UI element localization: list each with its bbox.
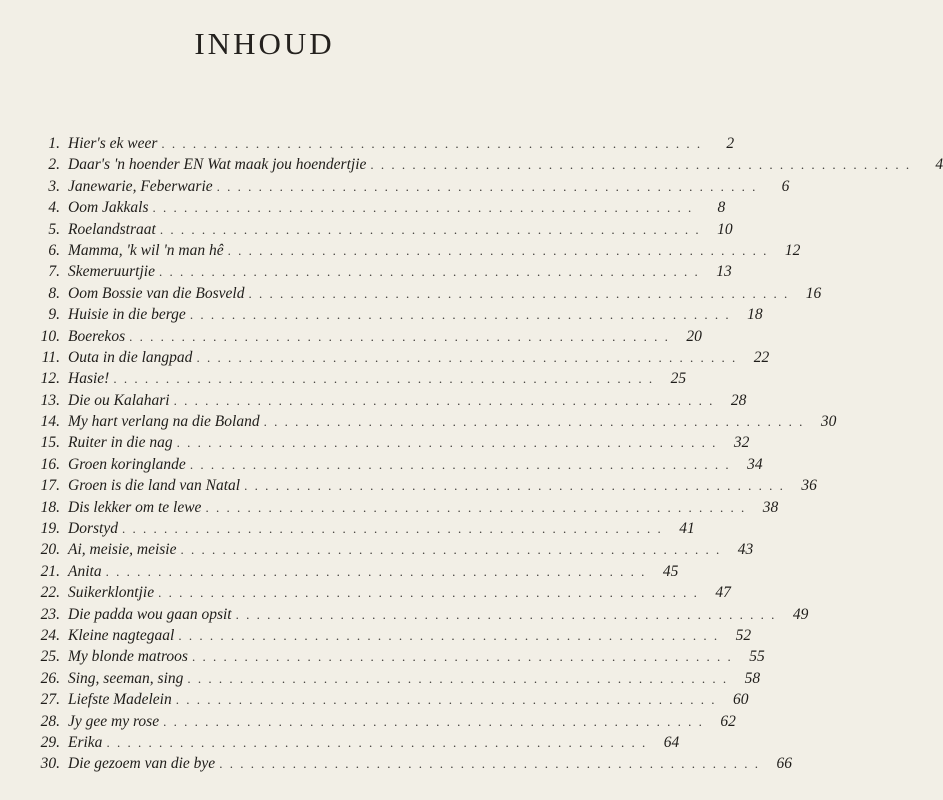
dot-leader (205, 500, 744, 516)
toc-entry (20, 156, 943, 177)
entry-title: Janewarie, Feberwarie (68, 177, 213, 195)
entry-page-number: 32 (733, 434, 750, 452)
toc-entry (20, 348, 770, 370)
entry-number: 25. (40, 648, 60, 666)
toc-entry (20, 306, 763, 327)
dot-leader (244, 478, 783, 494)
entry-title: Hasie! (68, 370, 110, 388)
entry-title: Oom Jakkals (68, 199, 149, 217)
toc-entry (20, 391, 747, 413)
entry-title: Die ou Kalahari (68, 391, 170, 409)
dot-leader (236, 607, 775, 623)
dot-leader (163, 714, 702, 730)
entry-title: Erika (68, 733, 103, 751)
entry-number: 30. (40, 755, 60, 773)
toc-entry (20, 434, 750, 455)
entry-page-number: 60 (733, 691, 749, 709)
entry-number: 2. (48, 156, 60, 174)
entry-title: My hart verlang na die Boland (68, 413, 260, 431)
entry-page-number: 47 (715, 584, 731, 602)
entry-number: 10. (40, 327, 60, 345)
dot-leader (190, 307, 729, 323)
toc-entry (20, 520, 695, 541)
toc-entry (20, 455, 763, 477)
toc-entry (20, 755, 792, 776)
entry-title: Mamma, 'k wil 'n man hê (68, 241, 224, 259)
entry-title: Liefste Madelein (68, 691, 172, 709)
entry-page-number: 64 (663, 733, 680, 751)
entry-title: Sing, seeman, sing (68, 669, 184, 687)
dot-leader (187, 671, 726, 687)
entry-title: Ruiter in die nag (68, 434, 173, 452)
toc-entry (20, 199, 726, 220)
dot-leader (177, 435, 716, 451)
toc-entry (20, 241, 801, 263)
entry-title: Ai, meisie, meisie (68, 541, 177, 559)
toc-entry (20, 220, 733, 242)
entry-number: 4. (48, 199, 60, 217)
entry-title: Boerekos (68, 327, 126, 345)
entry-title: Suikerklontjie (68, 584, 155, 602)
entry-title: Daar's 'n hoender EN Wat maak jou hoendertjie (68, 156, 367, 174)
entry-title: Groen is die land van Natal (68, 477, 241, 495)
toc-entry (20, 691, 749, 712)
toc-entry (20, 263, 732, 284)
entry-page-number: 58 (744, 669, 761, 687)
toc-entry (20, 135, 735, 156)
entry-page-number: 38 (762, 498, 779, 516)
toc-entry (20, 605, 809, 627)
toc-entry (20, 733, 680, 755)
table-of-contents (20, 135, 943, 777)
dot-leader (192, 649, 731, 665)
entry-number: 5. (48, 220, 60, 238)
entry-page-number: 55 (749, 648, 765, 666)
toc-entry (20, 584, 731, 605)
dot-leader (370, 157, 909, 173)
entry-page-number: 66 (776, 755, 792, 773)
dot-leader (113, 371, 652, 387)
dot-leader (158, 585, 697, 601)
toc-entry (20, 669, 761, 691)
entry-number: 3. (48, 177, 60, 195)
entry-page-number: 34 (747, 455, 763, 473)
entry-page-number: 25 (670, 370, 687, 388)
toc-entry (20, 284, 822, 306)
dot-leader (160, 222, 699, 238)
entry-title: Groen koringlande (68, 455, 186, 473)
toc-entry (20, 477, 817, 498)
dot-leader (176, 692, 715, 708)
entry-title: My blonde matroos (68, 648, 188, 666)
entry-page-number: 10 (717, 220, 733, 238)
toc-entry (20, 626, 752, 648)
dot-leader (180, 542, 719, 558)
entry-number: 11. (41, 348, 60, 366)
dot-leader (190, 457, 729, 473)
entry-title: Hier's ek weer (68, 135, 158, 152)
entry-number: 22. (40, 584, 60, 602)
entry-page-number: 43 (737, 541, 754, 559)
entry-title: Roelandstraat (68, 220, 156, 238)
toc-entry (20, 327, 702, 349)
entry-title: Jy gee my rose (68, 712, 160, 730)
dot-leader (196, 350, 735, 366)
entry-number: 12. (40, 370, 60, 388)
toc-entry (20, 498, 779, 520)
entry-page-number: 4 (935, 156, 943, 174)
entry-title: Outa in die langpad (68, 348, 193, 366)
entry-number: 21. (40, 562, 60, 580)
dot-leader (122, 521, 661, 537)
entry-page-number: 12 (784, 241, 801, 259)
entry-number: 26. (40, 669, 60, 687)
toc-entry (20, 562, 679, 584)
dot-leader (161, 136, 700, 152)
dot-leader (159, 264, 698, 280)
page-title: INHOUD (194, 26, 335, 61)
entry-number: 7. (48, 263, 60, 281)
entry-title: Huisie in die berge (68, 306, 186, 324)
entry-page-number: 20 (686, 327, 702, 345)
entry-number: 27. (40, 691, 60, 709)
entry-number: 17. (40, 477, 60, 495)
entry-page-number: 62 (720, 712, 736, 730)
entry-page-number: 8 (717, 199, 726, 217)
entry-number: 14. (40, 413, 60, 431)
entry-number: 23. (40, 605, 60, 623)
toc-entry (20, 413, 837, 434)
entry-page-number: 2 (726, 135, 735, 152)
dot-leader (178, 628, 717, 644)
entry-page-number: 49 (792, 605, 809, 623)
toc-entry (20, 648, 765, 669)
entry-number: 1. (48, 135, 60, 152)
entry-number: 8. (48, 284, 60, 302)
entry-number: 6. (48, 241, 60, 259)
entry-title: Oom Bossie van die Bosveld (68, 284, 245, 302)
dot-leader (219, 756, 758, 772)
dot-leader (217, 179, 756, 195)
dot-leader (129, 329, 668, 345)
dot-leader (174, 393, 713, 409)
entry-title: Skemeruurtjie (68, 263, 155, 281)
entry-page-number: 52 (735, 626, 752, 644)
toc-entry (20, 541, 754, 562)
entry-title: Dorstyd (68, 520, 118, 538)
entry-title: Dis lekker om te lewe (68, 498, 202, 516)
entry-page-number: 41 (679, 520, 695, 538)
entry-page-number: 16 (805, 284, 822, 302)
entry-page-number: 30 (820, 413, 837, 431)
entry-page-number: 28 (730, 391, 747, 409)
entry-number: 18. (40, 498, 60, 516)
entry-page-number: 36 (801, 477, 817, 495)
dot-leader (153, 200, 692, 216)
entry-page-number: 13 (716, 263, 732, 281)
entry-page-number: 18 (747, 306, 763, 324)
entry-number: 24. (40, 626, 60, 644)
toc-entry (20, 177, 790, 199)
entry-title: Die gezoem van die bye (68, 755, 216, 773)
entry-page-number: 22 (753, 348, 770, 366)
entry-number: 19. (40, 520, 60, 538)
dot-leader (264, 414, 803, 430)
entry-number: 15. (40, 434, 60, 452)
entry-number: 9. (48, 306, 60, 324)
dot-leader (249, 286, 788, 302)
entry-title: Anita (68, 562, 102, 580)
toc-entry (20, 712, 736, 734)
toc-entry (20, 370, 687, 391)
entry-number: 13. (40, 391, 60, 409)
entry-number: 20. (40, 541, 60, 559)
dot-leader (106, 564, 645, 580)
entry-title: Kleine nagtegaal (68, 626, 175, 644)
entry-title: Die padda wou gaan opsit (68, 605, 232, 623)
dot-leader (228, 243, 767, 259)
dot-leader (106, 735, 645, 751)
entry-page-number: 6 (781, 177, 790, 195)
entry-number: 16. (40, 455, 60, 473)
entry-number: 29. (40, 733, 60, 751)
entry-number: 28. (40, 712, 60, 730)
entry-page-number: 45 (662, 562, 679, 580)
